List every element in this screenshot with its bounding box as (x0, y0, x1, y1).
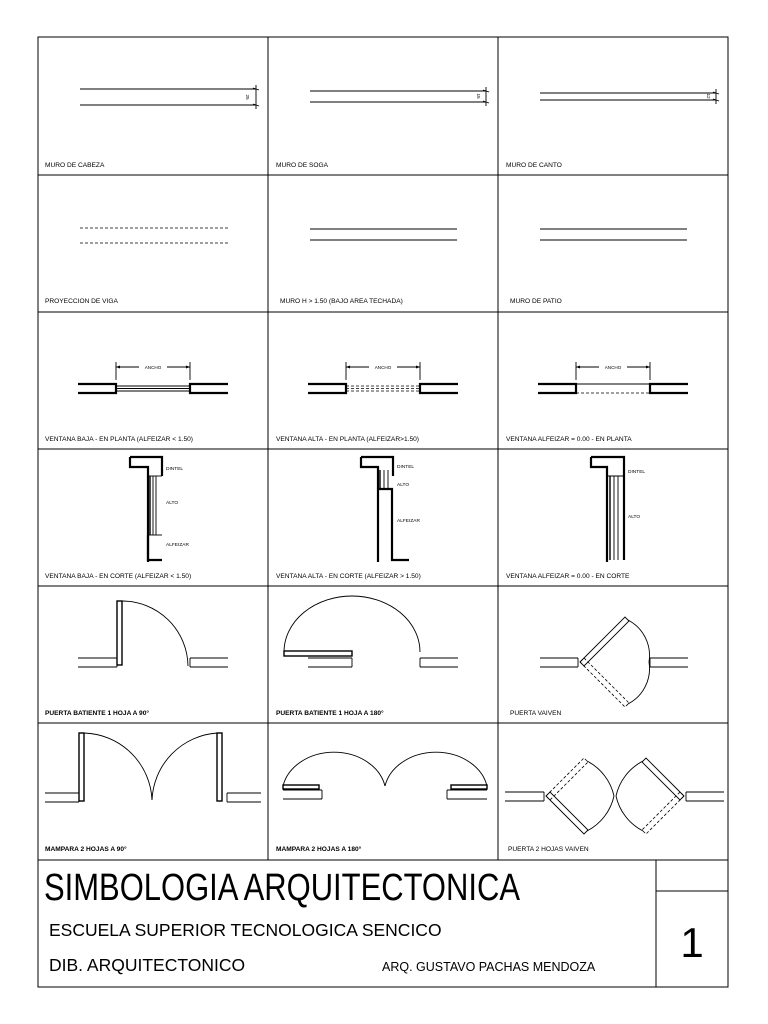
label-alto: ALTO (628, 515, 641, 520)
caption-puerta-batiente-180: PUERTA BATIENTE 1 HOJA A 180° (276, 710, 384, 717)
cell-muro-soga (276, 87, 489, 169)
caption-muro-patio: MURO DE PATIO (510, 298, 562, 305)
caption-ventana-alfeizar-planta: VENTANA ALFEIZAR = 0.00 - EN PLANTA (506, 436, 632, 443)
label-dintel: DINTEL (628, 470, 646, 475)
cell-ventana-baja-planta (45, 362, 228, 443)
dim-ancho: ANCHO (144, 365, 162, 370)
cell-ventana-alta-planta (276, 362, 458, 443)
caption-ventana-alta-corte: VENTANA ALTA - EN CORTE (ALFEIZAR > 1.50) (276, 573, 421, 580)
cell-muro-patio (510, 229, 687, 305)
cell-ventana-baja-corte (45, 457, 191, 580)
dim-15: 15 (476, 93, 481, 99)
label-alfeizar: ALFEIZAR (166, 543, 189, 548)
cell-puerta-vaiven (510, 617, 688, 717)
cell-puerta-batiente-90 (45, 601, 228, 717)
cell-mampara-180 (276, 752, 487, 853)
caption-muro-h: MURO H > 1.50 (BAJO AREA TECHADA) (280, 298, 403, 305)
caption-ventana-alfeizar-corte: VENTANA ALFEIZAR = 0.00 - EN CORTE (506, 573, 630, 580)
caption-puerta-vaiven: PUERTA VAIVEN (510, 710, 562, 717)
caption-muro-canto: MURO DE CANTO (506, 162, 562, 169)
label-dintel: DINTEL (166, 467, 184, 472)
course-name: DIB. ARQUITECTONICO (49, 955, 246, 975)
cell-mampara-90 (45, 733, 261, 853)
school-name: ESCUELA SUPERIOR TECNOLOGICA SENCICO (49, 920, 442, 940)
caption-muro-soga: MURO DE SOGA (276, 162, 329, 169)
cell-puerta-batiente-180 (276, 596, 458, 717)
cell-proyeccion-viga (45, 228, 228, 305)
label-alto: ALTO (397, 483, 410, 488)
cell-muro-cabeza (45, 85, 259, 169)
title-block (44, 867, 704, 975)
caption-puerta-batiente-90: PUERTA BATIENTE 1 HOJA A 90° (45, 710, 149, 717)
label-dintel: DINTEL (397, 465, 415, 470)
label-alfeizar: ALFEIZAR (397, 519, 420, 524)
sheet-title: SIMBOLOGIA ARQUITECTONICA (44, 867, 521, 909)
cell-puerta-2-hojas-vaiven (505, 758, 724, 853)
dim-ancho: ANCHO (604, 365, 622, 370)
cell-muro-h (280, 229, 457, 305)
dim-25: 25 (245, 94, 250, 100)
cell-ventana-alfeizar-planta (506, 362, 688, 443)
caption-mampara-180: MAMPARA 2 HOJAS A 180° (276, 846, 362, 853)
cell-muro-canto (506, 89, 719, 169)
dim-12: 12 (706, 93, 711, 99)
cell-ventana-alfeizar-corte (506, 457, 645, 580)
caption-proyeccion-viga: PROYECCION DE VIGA (45, 298, 118, 305)
caption-ventana-baja-corte: VENTANA BAJA - EN CORTE (ALFEIZAR < 1.50) (45, 573, 192, 580)
label-alto: ALTO (166, 501, 179, 506)
caption-muro-cabeza: MURO DE CABEZA (45, 162, 105, 169)
caption-puerta-2-hojas-vaiven: PUERTA 2 HOJAS VAIVEN (508, 846, 589, 853)
caption-mampara-90: MAMPARA 2 HOJAS A 90° (45, 846, 127, 853)
sheet-number: 1 (680, 919, 704, 966)
caption-ventana-alta-planta: VENTANA ALTA - EN PLANTA (ALFEIZAR>1.50) (276, 436, 419, 443)
dim-ancho: ANCHO (374, 365, 392, 370)
caption-ventana-baja-planta: VENTANA BAJA - EN PLANTA (ALFEIZAR < 1.50) (45, 436, 193, 443)
cell-ventana-alta-corte (276, 457, 421, 580)
author-name: ARQ. GUSTAVO PACHAS MENDOZA (382, 960, 596, 974)
